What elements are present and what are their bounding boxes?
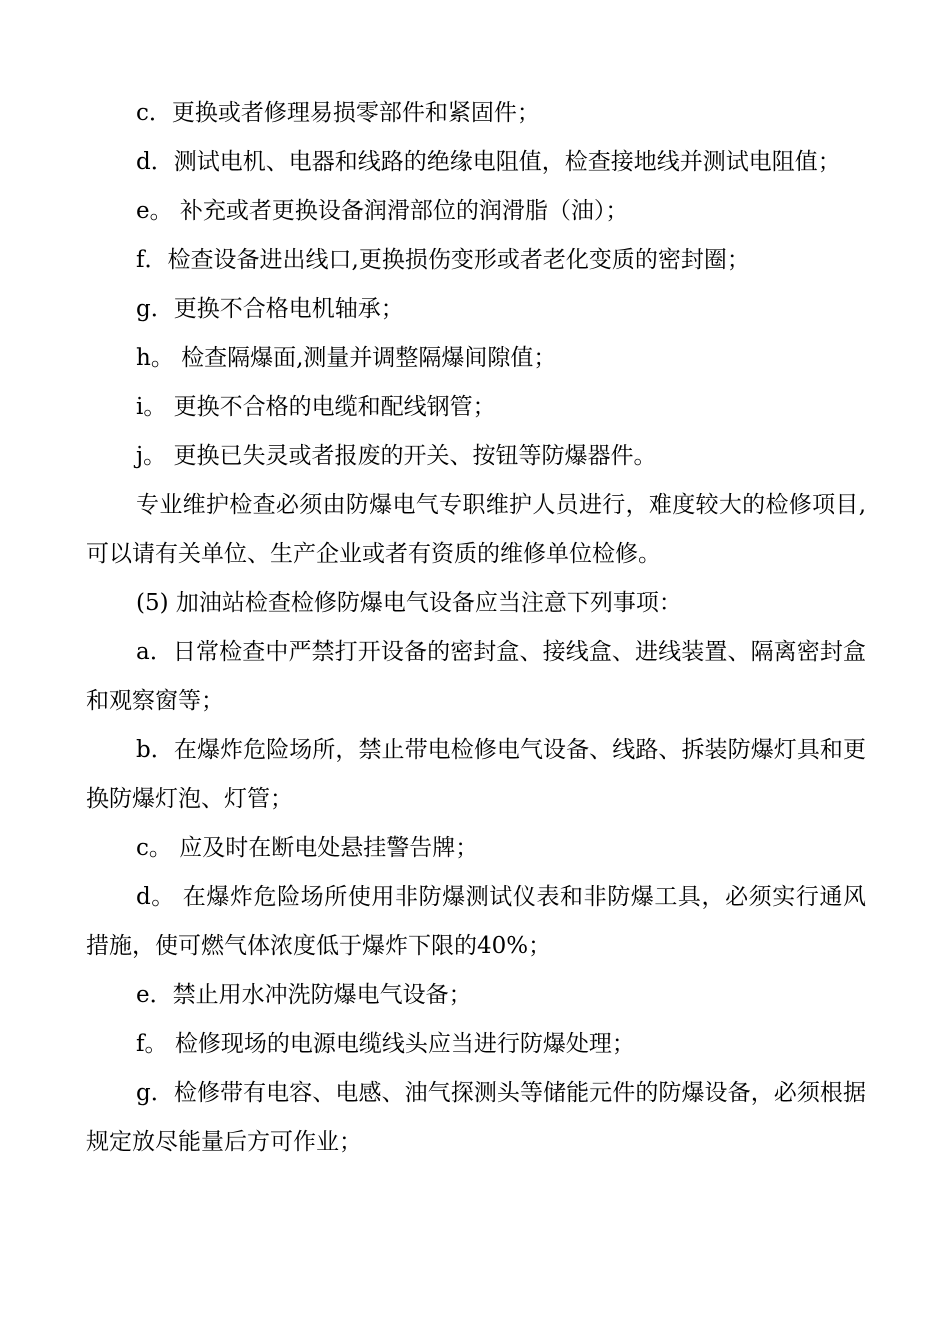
section-heading-5: (5) 加油站检查检修防爆电气设备应当注意下列事项：	[136, 590, 682, 616]
paragraph-d-ventilation: d。 在爆炸危险场所使用非防爆测试仪表和非防爆工具，必须实行通风措施，使可燃气体浓度低于爆炸下限的40%；	[86, 884, 866, 959]
paragraph-e-no-water: e．禁止用水冲洗防爆电气设备；	[136, 982, 472, 1008]
document-page	[86, 89, 866, 1167]
paragraph-j-switches: j。 更换已失灵或者报废的开关、按钮等防爆器件。	[136, 443, 657, 469]
paragraph-g-bearings: g．更换不合格电机轴承；	[136, 296, 404, 322]
paragraph-a-daily-check: a．日常检查中严禁打开设备的密封盒、接线盒、进线装置、隔离密封盒和观察窗等；	[86, 639, 866, 714]
paragraph-f-seals: f．检查设备进出线口,更换损伤变形或者老化变质的密封圈；	[136, 247, 750, 273]
paragraph-d-test-insulation: d．测试电机、电器和线路的绝缘电阻值，检查接地线并测试电阻值；	[136, 149, 841, 175]
paragraph-b-no-live-work: b．在爆炸危险场所，禁止带电检修电气设备、线路、拆装防爆灯具和更换防爆灯泡、灯管；	[86, 737, 866, 812]
paragraph-g-discharge-energy: g．检修带有电容、电感、油气探测头等储能元件的防爆设备，必须根据规定放尽能量后方可作业；	[86, 1080, 866, 1155]
paragraph-c-warning-sign: c。 应及时在断电处悬挂警告牌；	[136, 835, 479, 861]
paragraph-e-lubrication: e。 补充或者更换设备润滑部位的润滑脂（油）；	[136, 198, 629, 224]
paragraph-h-flameproof-gap: h。 检查隔爆面,测量并调整隔爆间隙值；	[136, 345, 557, 371]
paragraph-professional-maintenance: 专业维护检查必须由防爆电气专职维护人员进行，难度较大的检修项目,可以请有关单位、生产企业或者有资质的维修单位检修。	[86, 492, 866, 567]
paragraph-i-cables: i。 更换不合格的电缆和配线钢管；	[136, 394, 496, 420]
paragraph-c-replace-parts: c．更换或者修理易损零部件和紧固件；	[136, 100, 540, 126]
paragraph-f-cable-ends: f。 检修现场的电源电缆线头应当进行防爆处理；	[136, 1031, 635, 1057]
